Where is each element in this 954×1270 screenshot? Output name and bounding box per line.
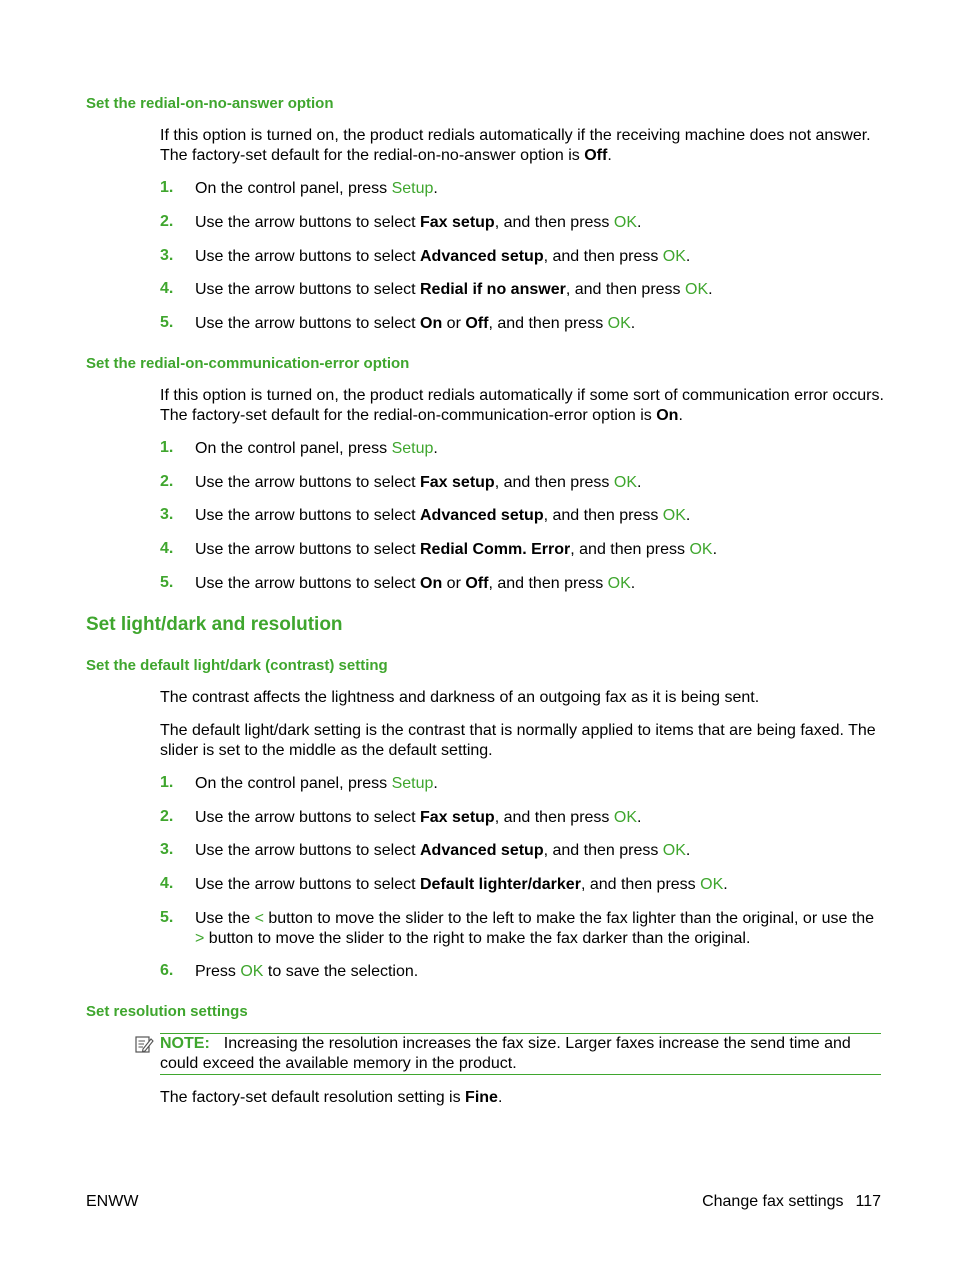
footer-left: ENWW <box>86 1193 139 1210</box>
step-text: Use the arrow buttons to select Fax setup, and then press OK. <box>195 214 642 231</box>
step-number: 4. <box>160 280 174 297</box>
page-number: 117 <box>855 1193 881 1210</box>
step-number: 4. <box>160 875 174 892</box>
step-number: 1. <box>160 179 174 196</box>
paragraph-redial-comm-error-intro: If this option is turned on, the product redials automatically if some sort of communication error occurs. The factory-set default for the redial-on-communication-error option is On. <box>160 387 884 424</box>
step-number: 4. <box>160 540 174 557</box>
step-text: On the control panel, press Setup. <box>195 440 438 457</box>
paragraph-contrast-2: The default light/dark setting is the contrast that is normally applied to items that are being faxed. The slider is set to the middle as the default setting. <box>160 722 876 759</box>
step-text: Use the arrow buttons to select Advanced setup, and then press OK. <box>195 248 691 265</box>
step-text: Use the arrow buttons to select Advanced setup, and then press OK. <box>195 507 691 524</box>
step-text: On the control panel, press Setup. <box>195 180 438 197</box>
paragraph-redial-no-answer-intro: If this option is turned on, the product redials automatically if the receiving machine does not answer. The factory-set default for the redial-on-no-answer option is Off. <box>160 127 871 164</box>
step-text: Use the arrow buttons to select Redial Comm. Error, and then press OK. <box>195 541 718 558</box>
section-heading-redial-no-answer: Set the redial-on-no-answer option <box>86 95 334 112</box>
section-heading-contrast-setting: Set the default light/dark (contrast) setting <box>86 657 388 674</box>
step-number: 3. <box>160 841 174 858</box>
section-heading-light-dark-resolution: Set light/dark and resolution <box>86 614 343 635</box>
note-text: NOTE: Increasing the resolution increases the fax size. Larger faxes increase the send time and could exceed the available memory in the product. <box>160 1035 851 1072</box>
paragraph-contrast-1: The contrast affects the lightness and darkness of an outgoing fax as it is being sent. <box>160 689 760 706</box>
step-text: Press OK to save the selection. <box>195 963 419 980</box>
note-icon <box>134 1034 154 1054</box>
step-text: On the control panel, press Setup. <box>195 775 438 792</box>
step-text: Use the arrow buttons to select Fax setup, and then press OK. <box>195 474 642 491</box>
paragraph-resolution-default: The factory-set default resolution setting is Fine. <box>160 1089 503 1106</box>
step-number: 5. <box>160 909 174 926</box>
step-text: Use the arrow buttons to select Default lighter/darker, and then press OK. <box>195 876 728 893</box>
step-number: 6. <box>160 962 174 979</box>
section-heading-resolution-settings: Set resolution settings <box>86 1003 248 1020</box>
step-number: 5. <box>160 574 174 591</box>
step-number: 2. <box>160 808 174 825</box>
note-label: NOTE: <box>160 1035 210 1052</box>
step-text: Use the arrow buttons to select Advanced setup, and then press OK. <box>195 842 691 859</box>
step-text: Use the arrow buttons to select On or Off, and then press OK. <box>195 575 636 592</box>
step-number: 5. <box>160 314 174 331</box>
step-text: Use the < button to move the slider to the left to make the fax lighter than the original, or use the > button to move the slider to the right to make the fax darker than the original. <box>195 910 875 947</box>
step-number: 2. <box>160 473 174 490</box>
note-box <box>160 1033 881 1075</box>
step-text: Use the arrow buttons to select Redial if no answer, and then press OK. <box>195 281 713 298</box>
step-text: Use the arrow buttons to select On or Off, and then press OK. <box>195 315 636 332</box>
step-text: Use the arrow buttons to select Fax setup, and then press OK. <box>195 809 642 826</box>
step-number: 1. <box>160 439 174 456</box>
footer-right <box>702 1193 881 1211</box>
step-number: 1. <box>160 774 174 791</box>
step-number: 3. <box>160 247 174 264</box>
footer-section-title: Change fax settings <box>702 1193 844 1210</box>
section-heading-redial-comm-error: Set the redial-on-communication-error option <box>86 355 410 372</box>
step-number: 2. <box>160 213 174 230</box>
step-number: 3. <box>160 506 174 523</box>
